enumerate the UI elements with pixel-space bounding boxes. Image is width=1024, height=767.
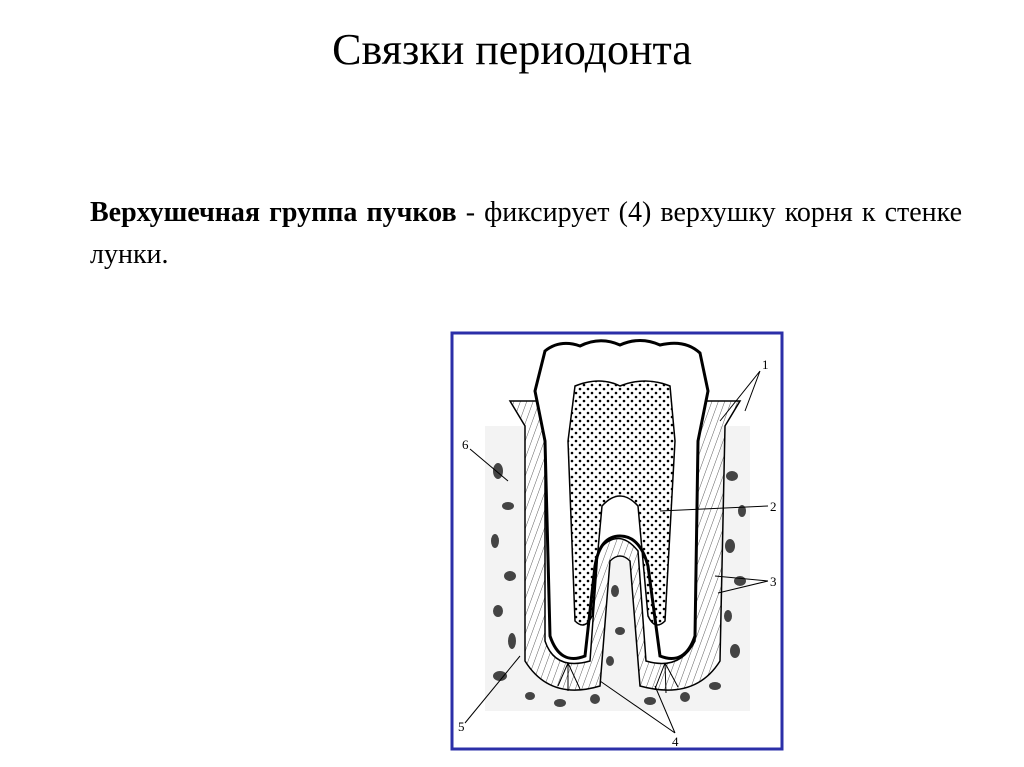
label-6: 6 [462,437,469,452]
label-3: 3 [770,574,777,589]
description-paragraph [90,192,962,276]
term-bold: Верхушечная группа пучков [90,197,457,228]
label-5: 5 [458,719,465,734]
tooth-diagram [450,331,784,751]
label-1: 1 [762,357,769,372]
slide-title: Связки периодонта [332,25,692,74]
label-2: 2 [770,499,777,514]
label-4: 4 [672,734,679,749]
term-definition: - фиксирует (4) верхушку корня к стенке лунки. [90,197,962,270]
